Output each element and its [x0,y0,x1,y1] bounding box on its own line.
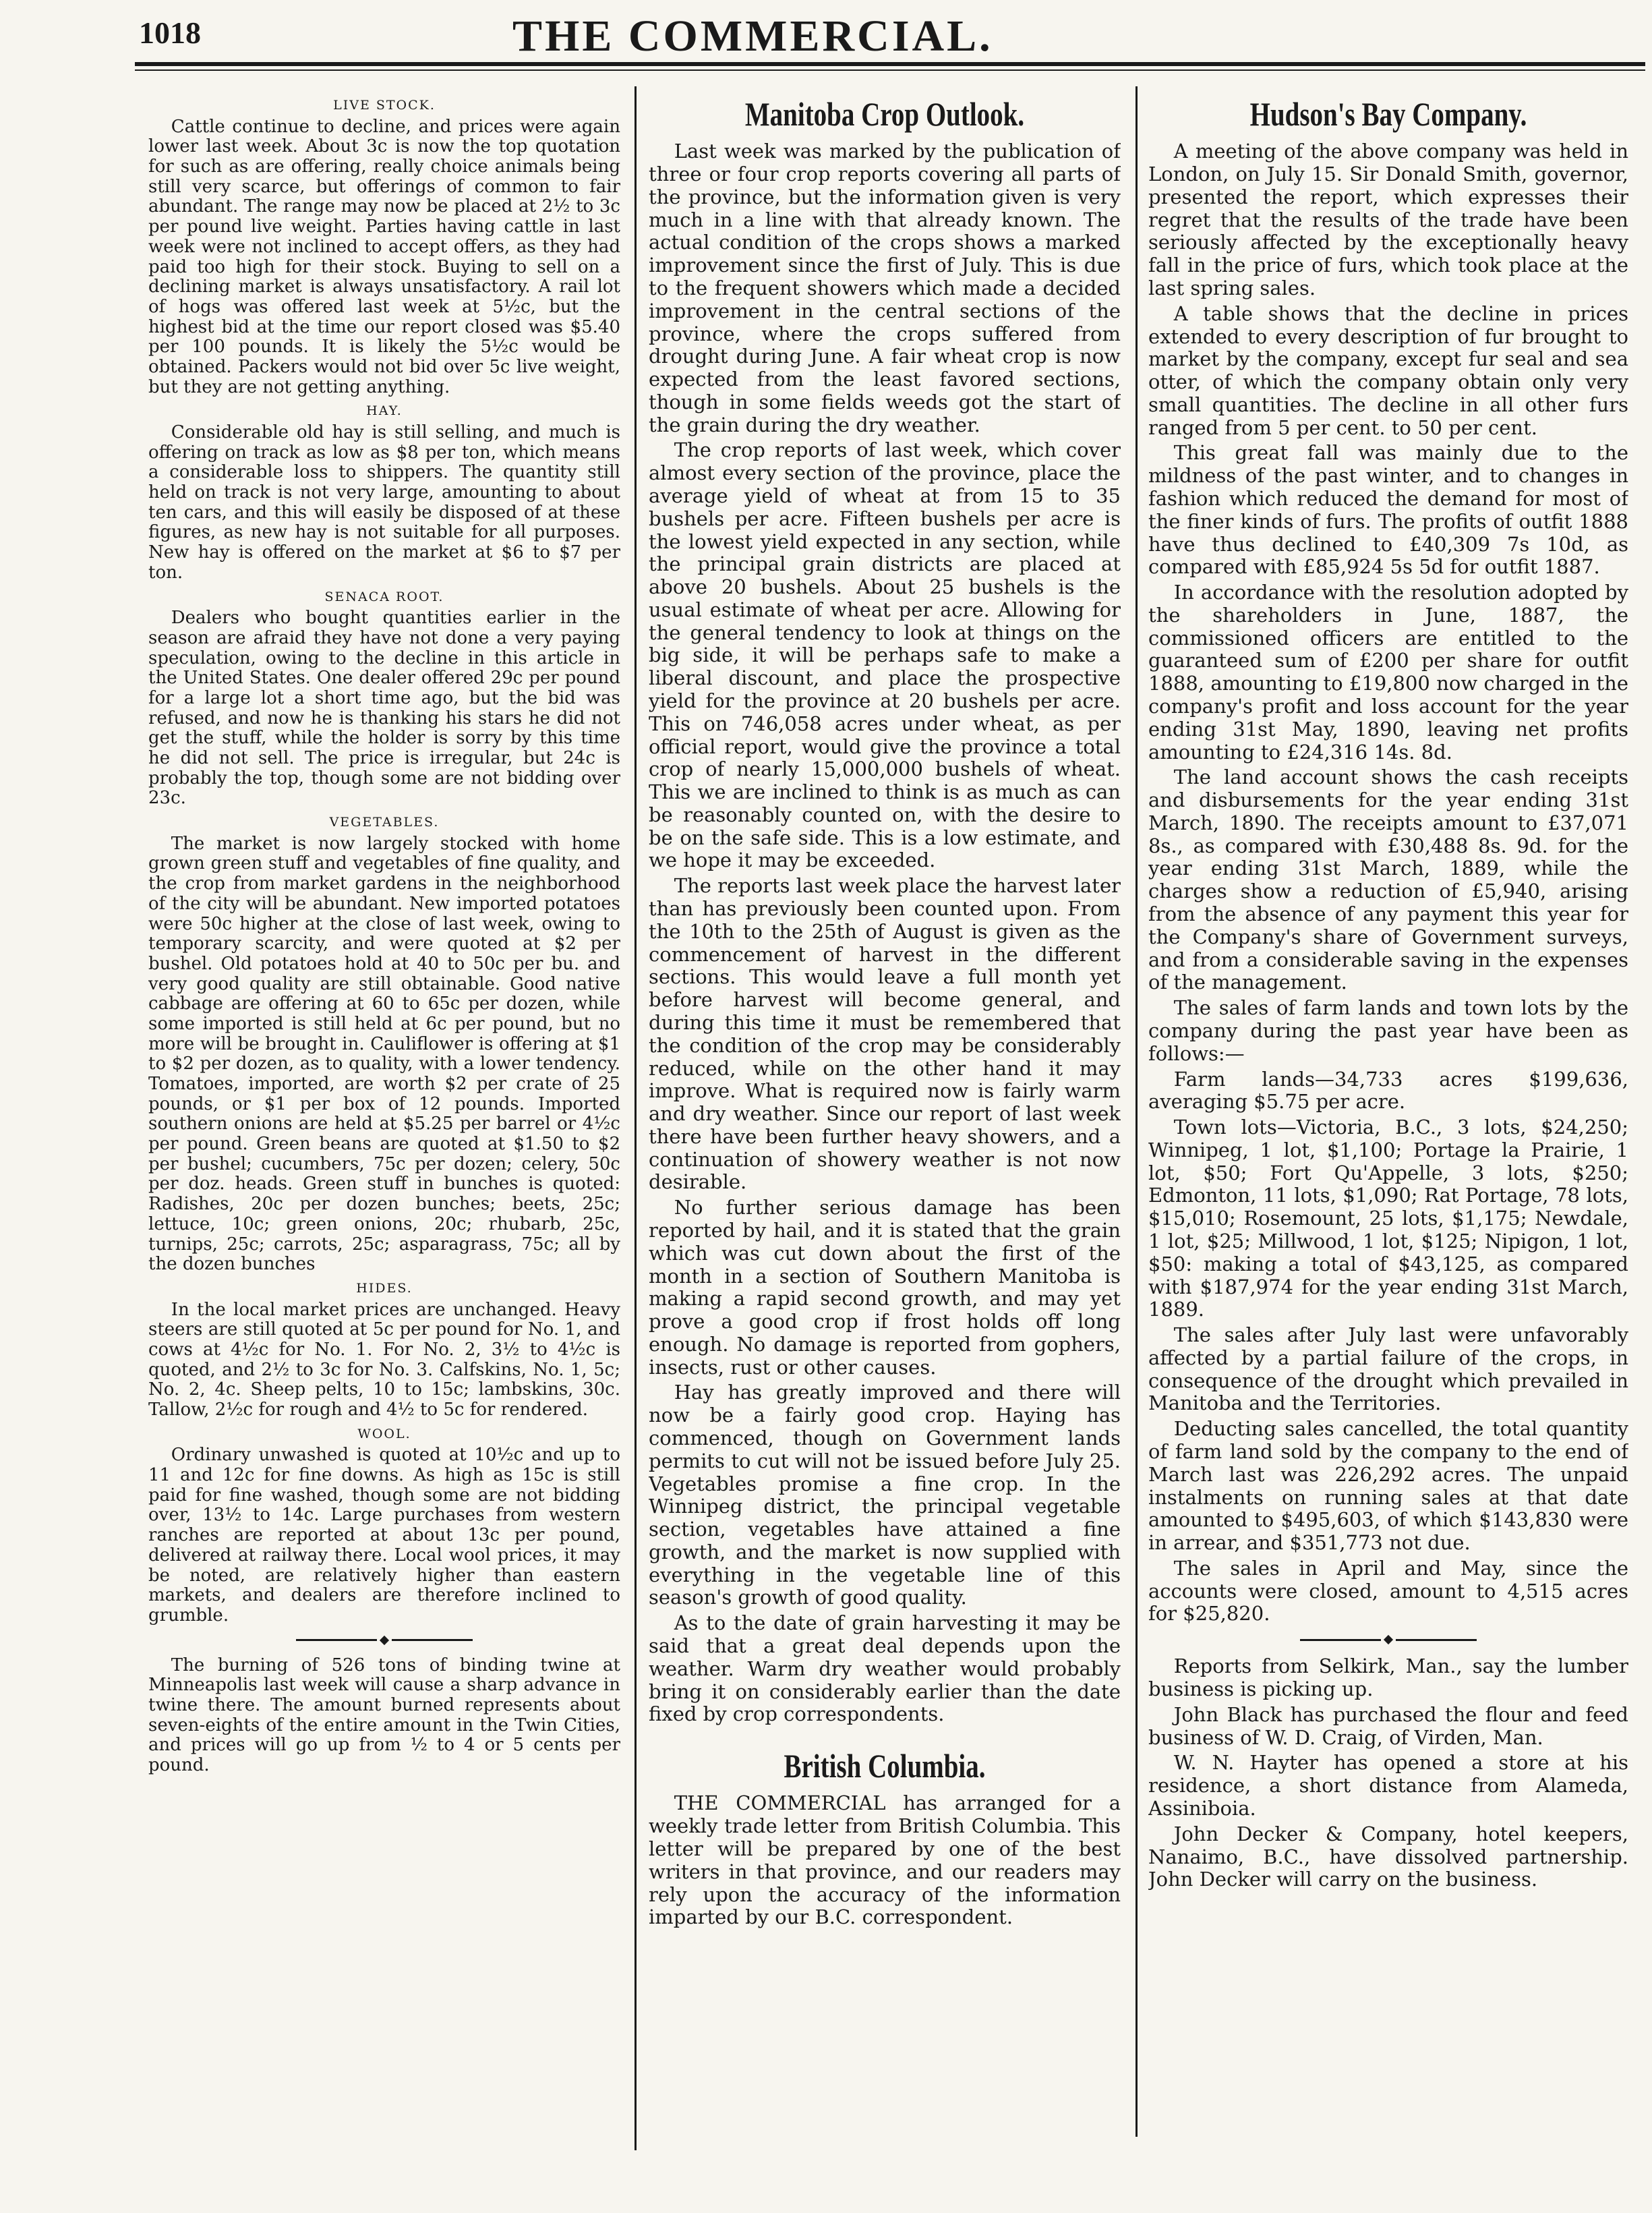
article-paragraph: Deducting sales cancelled, the total quantity of farm land sold by the company to the end of March last was 226,292 acres. The unpaid instalments on running sales at that date amounted to $495,603, of which $143,830 were in arrear, and $351,773 not due. [1148,1417,1628,1555]
section-subheading: HAY. [366,403,403,419]
page-number: 1018 [139,16,201,50]
article-paragraph: In accordance with the resolution adopted by the shareholders in June, 1887, the commissioned officers are entitled to the guaranteed sum of £200 per share for outfit 1888, amounting to £19,800 now charged in the company's profit and loss account for the year ending 31st May, 1890, leaving net profits amounting to £24,316 14s. 8d. [1148,581,1628,764]
section-subheading: HIDES. [356,1280,413,1296]
article-paragraph: THE COMMERCIAL has arranged for a weekly trade letter from British Columbia. This letter will be prepared by one of the best writers in that province, and our readers may rely upon the accuracy of the information imparted by our B.C. correspondent. [649,1791,1121,1929]
section-subheading: LIVE STOCK. [333,98,436,113]
ornament-line [1396,1639,1477,1641]
article-paragraph: The crop reports of last week, which cover almost every section of the province, place the average yield of wheat at from 15 to 35 bushels per acre. Fifteen bushels per acre is the lowest yield expected in any section, while the principal grain districts are placed at above 20 bushels. About 25 bushels is the usual estimate of wheat per acre. Allowing for the general tendency to look at things on the big side, it will be perhaps safe to make a liberal discount, and place the prospective yield for the province at 20 bushels per acre. This on 746,058 acres under wheat, as per official report, would give the province a total crop of nearly 15,000,000 bushels of wheat. This we are inclined to think is as much as can be reasonably counted on, with the desire to be on the safe side. This is a low estimate, and we hope it may be exceeded. [649,438,1121,872]
column-middle [649,94,1121,2145]
article-paragraph: The sales of farm lands and town lots by the company during the past year have been as follows:— [1148,996,1628,1065]
article-paragraph: The sales in April and May, since the accounts were closed, amount to 4,515 acres for $25,820. [1148,1556,1628,1626]
page-header [135,11,1652,61]
section-ornament [1148,1636,1628,1643]
article-paragraph: Dealers who bought quantities earlier in the season are afraid they have not done a very paying speculation, owing to the decline in this article in the United States. One dealer offered 29c per pound for a large lot a short time ago, but the bid was refused, and now he is thanking his stars he did not get the stuff, while the holder is sorry by this time he did not sell. The price is irregular, but 24c is probably the top, though some are not bidding over 23c. [148,608,620,809]
section-subheading: VEGETABLES. [329,815,440,830]
ornament-diamond [1384,1635,1393,1644]
column-left [148,94,620,2145]
article-paragraph: Ordinary unwashed is quoted at 10½c and up to 11 and 12c for fine downs. As high as 15c is still paid for fine washed, though some are not bidding over, 13½ to 14c. Large purchases from western ranches are reported at about 13c per pound, delivered at railway there. Local wool prices, it may be noted, are relatively higher than eastern markets, and dealers are therefore inclined to grumble. [148,1445,620,1626]
article-paragraph: This great fall was mainly due to the mildness of the past winter, and to changes in fashion which reduced the demand for most of the finer kinds of furs. The profits of outfit 1888 have thus declined to £40,309 7s 10d, as compared with £85,924 5s 5d for outfit 1887. [1148,441,1628,579]
article-paragraph: In the local market prices are unchanged. Heavy steers are still quoted at 5c per pound for No. 1, and cows at 4½c for No. 1. For No. 2, 3½ to 4½c is quoted, and 2½ to 3c for No. 3. Calfskins, No. 1, 5c; No. 2, 4c. Sheep pelts, 10 to 15c; lambskins, 30c. Tallow, 2½c for rough and 4½ to 5c for rendered. [148,1299,620,1420]
article-paragraph: The reports last week place the harvest later than has previously been counted upon. From the 10th to the 25th of August is given as the commencement of harvest in the different sections. This would leave a full month yet before harvest will become general, and during this time it must be remembered that the condition of the crop may be considerably reduced, while on the other hand it may improve. What is required now is fairly warm and dry weather. Since our report of last week there have been further heavy showers, and a continuation of showery weather is not now desirable. [649,874,1121,1194]
article-title: British Columbia. [784,1747,986,1785]
ornament-line [296,1639,377,1641]
article-paragraph: The burning of 526 tons of binding twine at Minneapolis last week will cause a sharp advance in twine there. The amount burned represents about seven-eights of the entire amount in the Twin Cities, and prices will go up from ½ to 4 or 5 cents per pound. [148,1655,620,1775]
article-paragraph: John Black has purchased the flour and feed business of W. D. Craig, of Virden, Man. [1148,1702,1628,1749]
article-paragraph: Hay has greatly improved and there will now be a fairly good crop. Haying has commenced, though on Government lands permits to cut will not be issued before July 25. Vegetables promise a fine crop. In the Winnipeg district, the principal vegetable section, vegetables have attained a fine growth, and the market is now supplied with everything in the vegetable line of this season's growth of good quality. [649,1381,1121,1609]
article-paragraph: Farm lands—34,733 acres $199,636, averaging $5.75 per acre. [1148,1067,1628,1114]
article-paragraph: Cattle continue to decline, and prices were again lower last week. About 3c is now the top quotation for such as are offering, really choice animals being still very scarce, but offerings of common to fair abundant. The range may now be placed at 2½ to 3c per pound live weight. Parties having cattle in last week were not inclined to accept offers, as they had paid too high for their stock. Buying to sell on a declining market is always unsatisfactory. A rail lot of hogs was offered last week at 5½c, but the highest bid at the time our report closed was $5.40 per 100 pounds. It is likely the 5½c would be obtained. Packers would not bid over 5c live weight, but they are not getting anything. [148,116,620,397]
section-ornament [148,1637,620,1644]
article-paragraph: John Decker & Company, hotel keepers, Nanaimo, B.C., have dissolved partnership. John Decker will carry on the business. [1148,1822,1628,1891]
ornament-line [392,1639,473,1641]
masthead: THE COMMERCIAL. [512,11,993,61]
article-paragraph: Considerable old hay is still selling, and much is offering on track as low as $8 per ton, which means a considerable loss to shippers. The quantity still held on track is not very large, amounting to about ten cars, and this will easily be disposed of at these figures, as new hay is not suitable for all purposes. New hay is offered on the market at $6 to $7 per ton. [148,422,620,583]
ornament-line [1300,1639,1381,1641]
article-paragraph: Town lots—Victoria, B.C., 3 lots, $24,250; Winnipeg, 1 lot, $1,100; Portage la Prairie, 1 lot, $50; Fort Qu'Appelle, 3 lots, $250; Edmonton, 11 lots, $1,090; Rat Portage, 78 lots, $15,010; Rosemount, 25 lots, $1,175; Newdale, 1 lot, $25; Millwood, 1 lot, $125; Nipigon, 1 lot, $50: making a total of $43,125, as compared with $187,974 for the year ending 31st March, 1889. [1148,1116,1628,1321]
article-paragraph: A meeting of the above company was held in London, on July 15. Sir Donald Smith, governor, presented the report, which expresses their regret that the results of the trade have been seriously affected by the exceptionally heavy fall in the price of furs, which took place at the last spring sales. [1148,140,1628,299]
header-rule-thin [135,69,1645,71]
article-paragraph: Last week was marked by the publication of three or four crop reports covering all parts of the province, but the information given is very much in a line with that already known. The actual condition of the crops shows a marked improvement since the first of July. This is due to the frequent showers which made a decided improvement in the central sections of the province, where the crops suffered from drought during June. A fair wheat crop is now expected from the least favored sections, though in some fields weeds got the start of the grain during the dry weather. [649,140,1121,436]
header-rule-thick [135,62,1645,66]
section-subheading: SENACA ROOT. [324,589,444,604]
article-paragraph: A table shows that the decline in prices extended to every description of fur brought to market by the company, except fur seal and sea otter, of which the company obtain only very small quantities. The decline in all other furs ranged from 5 per cent. to 50 per cent. [1148,301,1628,439]
article-title: Manitoba Crop Outlook. [744,95,1025,133]
section-subheading: WOOL. [357,1426,411,1441]
article-paragraph: The land account shows the cash receipts and disbursements for the year ending 31st March, 1890. The receipts amount to £37,071 8s., as compared with £30,488 8s. 9d. for the year ending 31st March, 1889, while the charges show a reduction of £5,940, arising from the absence of any payment this year for the Company's share of Government surveys, and from a considerable saving in the expenses of the management. [1148,766,1628,994]
article-paragraph: W. N. Hayter has opened a store at his residence, a short distance from Alameda, Assiniboia. [1148,1751,1628,1820]
article-paragraph: No further serious damage has been reported by hail, and it is stated that the grain which was cut down about the first of the month in a section of Southern Manitoba is making a rapid second growth, and may yet prove a good crop if frost holds off long enough. No damage is reported from gophers, insects, rust or other causes. [649,1196,1121,1379]
ornament-diamond [380,1635,389,1644]
article-paragraph: Reports from Selkirk, Man., say the lumber business is picking up. [1148,1655,1628,1701]
column-divider-left [635,86,637,2150]
column-divider-right [1135,86,1138,2137]
article-paragraph: The sales after July last were unfavorably affected by a partial failure of the crops, in consequence of the drought which prevailed in Manitoba and the Territories. [1148,1323,1628,1415]
article-paragraph: The market is now largely stocked with home grown green stuff and vegetables of fine quality, and the crop from market gardens in the neighborhood of the city will be abundant. New imported potatoes were 50c higher at the close of last week, owing to temporary scarcity, and were quoted at $2 per bushel. Old potatoes hold at 40 to 50c per bu. and very good quality are still obtainable. Good native cabbage are offering at 60 to 65c per dozen, while some imported is still held at 6c per pound, but no more will be brought in. Cauliflower is offering at $1 to $2 per dozen, as to quality, with a lower tendency. Tomatoes, imported, are worth $2 per crate of 25 pounds, or $1 per box of 12 pounds. Imported southern onions are held at $5.25 per barrel or 4½c per pound. Green beans are quoted at $1.50 to $2 per bushel; cucumbers, 75c per dozen; celery, 50c per doz. heads. Green stuff in bunches is quoted: Radishes, 20c per dozen bunches; beets, 25c; lettuce, 10c; green onions, 20c; rhubarb, 25c, turnips, 25c; carrots, 25c; asparagrass, 75c; all by the dozen bunches [148,833,620,1275]
column-right [1148,94,1628,2138]
article-paragraph: As to the date of grain harvesting it may be said that a great deal depends upon the weather. Warm dry weather would probably bring it on considerably earlier than the date fixed by crop correspondents. [649,1611,1121,1726]
article-title: Hudson's Bay Company. [1249,95,1527,133]
